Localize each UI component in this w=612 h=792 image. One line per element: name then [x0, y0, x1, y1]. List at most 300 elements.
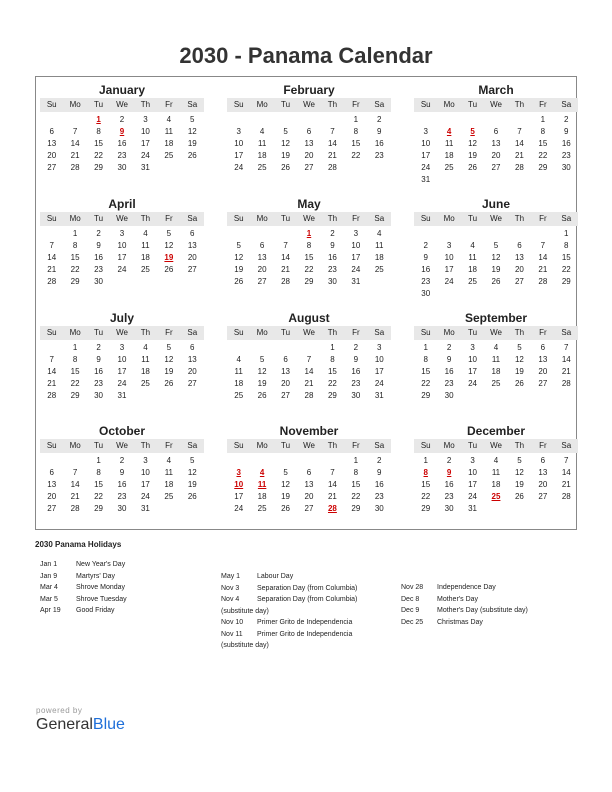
day-cell[interactable]: 15	[94, 480, 104, 489]
day-cell[interactable]: 29	[94, 504, 104, 513]
day-cell[interactable]: 23	[117, 492, 127, 501]
day-cell[interactable]: 27	[491, 163, 501, 172]
day-cell[interactable]: 20	[187, 367, 197, 376]
day-cell[interactable]: 17	[140, 139, 150, 148]
day-cell[interactable]: 11	[141, 241, 150, 250]
day-cell[interactable]: 8	[353, 127, 359, 136]
day-cell[interactable]: 17	[468, 367, 478, 376]
day-cell[interactable]: 7	[330, 468, 335, 477]
day-cell[interactable]: 31	[140, 163, 150, 172]
day-cell[interactable]: 30	[444, 391, 454, 400]
day-cell[interactable]: 9	[96, 355, 101, 364]
day-cell[interactable]: 28	[70, 163, 80, 172]
day-cell[interactable]: 21	[327, 492, 337, 501]
day-cell[interactable]: 13	[281, 367, 291, 376]
day-cell[interactable]: 26	[164, 379, 174, 388]
day-cell[interactable]: 1	[96, 456, 101, 465]
day-cell[interactable]: 6	[259, 241, 265, 250]
day-cell[interactable]: 22	[70, 265, 80, 274]
day-cell[interactable]: 14	[47, 367, 57, 376]
day-cell[interactable]: 14	[327, 480, 337, 489]
day-cell[interactable]: 9	[564, 127, 569, 136]
day-cell[interactable]: 14	[561, 468, 571, 477]
day-cell[interactable]: 24	[234, 504, 244, 513]
holiday-day[interactable]: 9	[119, 127, 125, 136]
day-cell[interactable]: 5	[259, 355, 265, 364]
day-cell[interactable]: 4	[143, 343, 148, 352]
holiday-day[interactable]: 11	[257, 480, 267, 489]
day-cell[interactable]: 9	[377, 127, 382, 136]
day-cell[interactable]: 17	[140, 480, 150, 489]
day-cell[interactable]: 4	[259, 127, 265, 136]
day-cell[interactable]: 13	[47, 480, 57, 489]
day-cell[interactable]: 19	[281, 492, 291, 501]
day-cell[interactable]: 8	[96, 468, 101, 477]
day-cell[interactable]: 12	[187, 468, 197, 477]
day-cell[interactable]: 7	[72, 468, 78, 477]
day-cell[interactable]: 22	[351, 492, 361, 501]
day-cell[interactable]: 20	[47, 492, 57, 501]
day-cell[interactable]: 30	[561, 163, 571, 172]
day-cell[interactable]: 13	[257, 253, 267, 262]
day-cell[interactable]: 9	[377, 468, 382, 477]
day-cell[interactable]: 11	[375, 241, 384, 250]
day-cell[interactable]: 6	[306, 127, 312, 136]
day-cell[interactable]: 28	[47, 391, 57, 400]
day-cell[interactable]: 22	[94, 151, 104, 160]
day-cell[interactable]: 21	[70, 151, 80, 160]
day-cell[interactable]: 5	[517, 456, 522, 465]
day-cell[interactable]: 19	[491, 265, 501, 274]
day-cell[interactable]: 2	[119, 115, 125, 124]
day-cell[interactable]: 31	[351, 277, 361, 286]
day-cell[interactable]: 15	[538, 139, 548, 148]
day-cell[interactable]: 2	[446, 456, 452, 465]
day-cell[interactable]: 17	[234, 151, 244, 160]
day-cell[interactable]: 24	[351, 265, 361, 274]
day-cell[interactable]: 12	[164, 241, 174, 250]
day-cell[interactable]: 3	[353, 229, 359, 238]
day-cell[interactable]: 25	[468, 277, 478, 286]
day-cell[interactable]: 15	[561, 253, 571, 262]
day-cell[interactable]: 11	[491, 355, 501, 364]
day-cell[interactable]: 29	[304, 277, 314, 286]
day-cell[interactable]: 20	[281, 379, 291, 388]
day-cell[interactable]: 13	[538, 355, 548, 364]
day-cell[interactable]: 25	[257, 504, 267, 513]
day-cell[interactable]: 12	[187, 127, 197, 136]
day-cell[interactable]: 5	[166, 229, 172, 238]
day-cell[interactable]: 1	[540, 115, 546, 124]
holiday-day[interactable]: 8	[423, 468, 428, 477]
day-cell[interactable]: 24	[117, 379, 127, 388]
day-cell[interactable]: 25	[140, 379, 150, 388]
holiday-day[interactable]: 10	[234, 480, 244, 489]
day-cell[interactable]: 10	[468, 468, 478, 477]
day-cell[interactable]: 14	[304, 367, 314, 376]
day-cell[interactable]: 2	[377, 456, 382, 465]
day-cell[interactable]: 14	[70, 480, 80, 489]
day-cell[interactable]: 14	[561, 355, 571, 364]
day-cell[interactable]: 19	[514, 367, 524, 376]
day-cell[interactable]: 13	[304, 139, 314, 148]
day-cell[interactable]: 15	[351, 480, 361, 489]
day-cell[interactable]: 28	[514, 163, 524, 172]
day-cell[interactable]: 29	[70, 277, 80, 286]
day-cell[interactable]: 8	[423, 355, 428, 364]
day-cell[interactable]: 11	[164, 127, 173, 136]
day-cell[interactable]: 13	[491, 139, 501, 148]
day-cell[interactable]: 23	[561, 151, 571, 160]
day-cell[interactable]: 24	[234, 163, 244, 172]
day-cell[interactable]: 20	[491, 151, 501, 160]
day-cell[interactable]: 15	[327, 367, 337, 376]
day-cell[interactable]: 20	[47, 151, 57, 160]
day-cell[interactable]: 23	[351, 379, 361, 388]
day-cell[interactable]: 26	[491, 277, 501, 286]
day-cell[interactable]: 20	[514, 265, 524, 274]
day-cell[interactable]: 21	[47, 379, 57, 388]
day-cell[interactable]: 8	[96, 127, 101, 136]
day-cell[interactable]: 22	[421, 379, 431, 388]
day-cell[interactable]: 18	[234, 379, 244, 388]
day-cell[interactable]: 30	[327, 277, 337, 286]
day-cell[interactable]: 7	[517, 127, 522, 136]
day-cell[interactable]: 5	[283, 468, 288, 477]
day-cell[interactable]: 3	[470, 456, 475, 465]
day-cell[interactable]: 20	[538, 480, 548, 489]
day-cell[interactable]: 29	[421, 504, 431, 513]
day-cell[interactable]: 19	[164, 367, 174, 376]
holiday-day[interactable]: 1	[306, 229, 312, 238]
day-cell[interactable]: 10	[421, 139, 431, 148]
day-cell[interactable]: 10	[374, 355, 384, 364]
day-cell[interactable]: 10	[140, 468, 150, 477]
day-cell[interactable]: 25	[234, 391, 244, 400]
day-cell[interactable]: 19	[281, 151, 291, 160]
day-cell[interactable]: 5	[493, 241, 499, 250]
day-cell[interactable]: 16	[351, 367, 361, 376]
day-cell[interactable]: 6	[283, 355, 288, 364]
day-cell[interactable]: 23	[374, 151, 384, 160]
day-cell[interactable]: 9	[96, 241, 101, 250]
day-cell[interactable]: 20	[304, 492, 314, 501]
day-cell[interactable]: 3	[236, 127, 241, 136]
day-cell[interactable]: 25	[374, 265, 384, 274]
day-cell[interactable]: 14	[70, 139, 80, 148]
day-cell[interactable]: 9	[446, 355, 452, 364]
day-cell[interactable]: 16	[374, 480, 384, 489]
day-cell[interactable]: 21	[561, 480, 571, 489]
day-cell[interactable]: 24	[421, 163, 431, 172]
day-cell[interactable]: 6	[306, 468, 312, 477]
holiday-day[interactable]: 25	[491, 492, 501, 501]
day-cell[interactable]: 26	[281, 163, 291, 172]
day-cell[interactable]: 20	[257, 265, 267, 274]
day-cell[interactable]: 13	[47, 139, 57, 148]
holiday-day[interactable]: 28	[327, 504, 337, 513]
day-cell[interactable]: 27	[47, 504, 57, 513]
day-cell[interactable]: 26	[164, 265, 174, 274]
day-cell[interactable]: 7	[330, 127, 335, 136]
day-cell[interactable]: 29	[561, 277, 571, 286]
day-cell[interactable]: 5	[283, 127, 288, 136]
holiday-day[interactable]: 1	[96, 115, 101, 124]
day-cell[interactable]: 8	[540, 127, 546, 136]
day-cell[interactable]: 17	[234, 492, 244, 501]
day-cell[interactable]: 17	[374, 367, 384, 376]
day-cell[interactable]: 10	[117, 355, 127, 364]
day-cell[interactable]: 24	[468, 379, 478, 388]
day-cell[interactable]: 10	[234, 139, 244, 148]
day-cell[interactable]: 27	[187, 265, 197, 274]
day-cell[interactable]: 7	[564, 343, 569, 352]
day-cell[interactable]: 24	[374, 379, 384, 388]
day-cell[interactable]: 18	[491, 367, 501, 376]
day-cell[interactable]: 2	[119, 456, 125, 465]
day-cell[interactable]: 29	[421, 391, 431, 400]
day-cell[interactable]: 18	[374, 253, 384, 262]
day-cell[interactable]: 28	[327, 163, 337, 172]
day-cell[interactable]: 7	[283, 241, 288, 250]
day-cell[interactable]: 21	[538, 265, 548, 274]
day-cell[interactable]: 26	[514, 492, 524, 501]
day-cell[interactable]: 2	[423, 241, 428, 250]
day-cell[interactable]: 1	[353, 115, 359, 124]
day-cell[interactable]: 3	[119, 343, 125, 352]
day-cell[interactable]: 22	[327, 379, 337, 388]
day-cell[interactable]: 9	[423, 253, 428, 262]
day-cell[interactable]: 3	[470, 343, 475, 352]
day-cell[interactable]: 2	[377, 115, 382, 124]
day-cell[interactable]: 8	[306, 241, 312, 250]
day-cell[interactable]: 3	[143, 456, 148, 465]
day-cell[interactable]: 23	[94, 379, 104, 388]
day-cell[interactable]: 18	[257, 151, 267, 160]
day-cell[interactable]: 17	[444, 265, 454, 274]
day-cell[interactable]: 23	[444, 492, 454, 501]
day-cell[interactable]: 7	[540, 241, 546, 250]
holiday-day[interactable]: 5	[470, 127, 475, 136]
day-cell[interactable]: 3	[423, 127, 428, 136]
day-cell[interactable]: 27	[187, 379, 197, 388]
day-cell[interactable]: 27	[538, 379, 548, 388]
day-cell[interactable]: 18	[140, 253, 150, 262]
day-cell[interactable]: 11	[164, 468, 173, 477]
day-cell[interactable]: 14	[47, 253, 57, 262]
day-cell[interactable]: 26	[187, 151, 197, 160]
day-cell[interactable]: 25	[444, 163, 454, 172]
day-cell[interactable]: 28	[561, 492, 571, 501]
day-cell[interactable]: 19	[468, 151, 478, 160]
day-cell[interactable]: 4	[166, 115, 172, 124]
day-cell[interactable]: 19	[514, 480, 524, 489]
day-cell[interactable]: 16	[444, 480, 454, 489]
day-cell[interactable]: 25	[164, 492, 174, 501]
day-cell[interactable]: 15	[70, 253, 80, 262]
day-cell[interactable]: 22	[351, 151, 361, 160]
day-cell[interactable]: 9	[353, 355, 359, 364]
day-cell[interactable]: 18	[468, 265, 478, 274]
day-cell[interactable]: 24	[140, 492, 150, 501]
day-cell[interactable]: 7	[72, 127, 78, 136]
day-cell[interactable]: 28	[70, 504, 80, 513]
day-cell[interactable]: 18	[444, 151, 454, 160]
day-cell[interactable]: 17	[351, 253, 361, 262]
day-cell[interactable]: 6	[493, 127, 499, 136]
day-cell[interactable]: 4	[377, 229, 382, 238]
holiday-day[interactable]: 4	[446, 127, 452, 136]
day-cell[interactable]: 4	[236, 355, 241, 364]
day-cell[interactable]: 8	[564, 241, 569, 250]
day-cell[interactable]: 30	[117, 504, 127, 513]
day-cell[interactable]: 23	[444, 379, 454, 388]
day-cell[interactable]: 24	[140, 151, 150, 160]
day-cell[interactable]: 13	[187, 241, 197, 250]
day-cell[interactable]: 19	[257, 379, 267, 388]
day-cell[interactable]: 13	[304, 480, 314, 489]
day-cell[interactable]: 4	[493, 456, 499, 465]
day-cell[interactable]: 4	[470, 241, 475, 250]
day-cell[interactable]: 5	[166, 343, 172, 352]
day-cell[interactable]: 11	[141, 355, 150, 364]
day-cell[interactable]: 7	[49, 241, 54, 250]
day-cell[interactable]: 16	[94, 367, 104, 376]
day-cell[interactable]: 17	[117, 367, 127, 376]
day-cell[interactable]: 4	[143, 229, 148, 238]
day-cell[interactable]: 11	[444, 139, 454, 148]
day-cell[interactable]: 25	[164, 151, 174, 160]
day-cell[interactable]: 25	[491, 379, 501, 388]
day-cell[interactable]: 21	[304, 379, 314, 388]
day-cell[interactable]: 23	[374, 492, 384, 501]
day-cell[interactable]: 5	[190, 456, 195, 465]
day-cell[interactable]: 7	[306, 355, 312, 364]
day-cell[interactable]: 23	[94, 265, 104, 274]
day-cell[interactable]: 27	[538, 492, 548, 501]
day-cell[interactable]: 30	[94, 391, 104, 400]
day-cell[interactable]: 10	[117, 241, 127, 250]
day-cell[interactable]: 23	[421, 277, 431, 286]
day-cell[interactable]: 6	[49, 127, 54, 136]
day-cell[interactable]: 21	[281, 265, 291, 274]
day-cell[interactable]: 18	[164, 139, 174, 148]
day-cell[interactable]: 16	[117, 480, 127, 489]
day-cell[interactable]: 27	[304, 504, 314, 513]
day-cell[interactable]: 22	[70, 379, 80, 388]
day-cell[interactable]: 2	[96, 343, 101, 352]
day-cell[interactable]: 12	[281, 480, 291, 489]
day-cell[interactable]: 12	[281, 139, 291, 148]
day-cell[interactable]: 23	[117, 151, 127, 160]
day-cell[interactable]: 9	[330, 241, 335, 250]
day-cell[interactable]: 11	[468, 253, 477, 262]
day-cell[interactable]: 26	[468, 163, 478, 172]
day-cell[interactable]: 30	[117, 163, 127, 172]
day-cell[interactable]: 16	[94, 253, 104, 262]
day-cell[interactable]: 31	[421, 175, 431, 184]
day-cell[interactable]: 21	[514, 151, 524, 160]
day-cell[interactable]: 18	[164, 480, 174, 489]
day-cell[interactable]: 2	[446, 343, 452, 352]
day-cell[interactable]: 18	[491, 480, 501, 489]
day-cell[interactable]: 14	[514, 139, 524, 148]
day-cell[interactable]: 22	[538, 151, 548, 160]
day-cell[interactable]: 11	[257, 139, 267, 148]
day-cell[interactable]: 30	[444, 504, 454, 513]
day-cell[interactable]: 29	[351, 504, 361, 513]
day-cell[interactable]: 31	[117, 391, 127, 400]
day-cell[interactable]: 6	[540, 456, 546, 465]
day-cell[interactable]: 27	[47, 163, 57, 172]
day-cell[interactable]: 1	[72, 343, 78, 352]
day-cell[interactable]: 4	[493, 343, 499, 352]
day-cell[interactable]: 17	[468, 480, 478, 489]
day-cell[interactable]: 16	[374, 139, 384, 148]
day-cell[interactable]: 22	[421, 492, 431, 501]
day-cell[interactable]: 1	[564, 229, 569, 238]
day-cell[interactable]: 16	[327, 253, 337, 262]
day-cell[interactable]: 27	[514, 277, 524, 286]
day-cell[interactable]: 15	[94, 139, 104, 148]
day-cell[interactable]: 12	[514, 468, 524, 477]
day-cell[interactable]: 3	[446, 241, 452, 250]
day-cell[interactable]: 2	[96, 229, 101, 238]
day-cell[interactable]: 10	[444, 253, 454, 262]
day-cell[interactable]: 25	[257, 163, 267, 172]
day-cell[interactable]: 8	[330, 355, 335, 364]
day-cell[interactable]: 18	[257, 492, 267, 501]
day-cell[interactable]: 20	[304, 151, 314, 160]
day-cell[interactable]: 15	[421, 480, 431, 489]
day-cell[interactable]: 24	[444, 277, 454, 286]
day-cell[interactable]: 21	[327, 151, 337, 160]
day-cell[interactable]: 16	[421, 265, 431, 274]
day-cell[interactable]: 28	[281, 277, 291, 286]
day-cell[interactable]: 2	[353, 343, 359, 352]
day-cell[interactable]: 22	[94, 492, 104, 501]
day-cell[interactable]: 14	[281, 253, 291, 262]
day-cell[interactable]: 30	[351, 391, 361, 400]
day-cell[interactable]: 26	[514, 379, 524, 388]
day-cell[interactable]: 7	[564, 456, 569, 465]
day-cell[interactable]: 26	[187, 492, 197, 501]
brand-logo[interactable]	[36, 716, 125, 734]
day-cell[interactable]: 27	[281, 391, 291, 400]
day-cell[interactable]: 3	[119, 229, 125, 238]
day-cell[interactable]: 6	[49, 468, 54, 477]
day-cell[interactable]: 26	[234, 277, 244, 286]
day-cell[interactable]: 27	[257, 277, 267, 286]
day-cell[interactable]: 22	[561, 265, 571, 274]
day-cell[interactable]: 6	[190, 229, 195, 238]
day-cell[interactable]: 29	[94, 163, 104, 172]
holiday-day[interactable]: 3	[236, 468, 241, 477]
day-cell[interactable]: 26	[281, 504, 291, 513]
day-cell[interactable]: 1	[353, 456, 359, 465]
day-cell[interactable]: 6	[190, 343, 195, 352]
day-cell[interactable]: 3	[143, 115, 148, 124]
day-cell[interactable]: 31	[468, 504, 478, 513]
day-cell[interactable]: 13	[514, 253, 524, 262]
day-cell[interactable]: 5	[517, 343, 522, 352]
day-cell[interactable]: 24	[117, 265, 127, 274]
day-cell[interactable]: 18	[140, 367, 150, 376]
day-cell[interactable]: 12	[514, 355, 524, 364]
day-cell[interactable]: 4	[166, 456, 172, 465]
day-cell[interactable]: 30	[421, 289, 431, 298]
day-cell[interactable]: 16	[117, 139, 127, 148]
